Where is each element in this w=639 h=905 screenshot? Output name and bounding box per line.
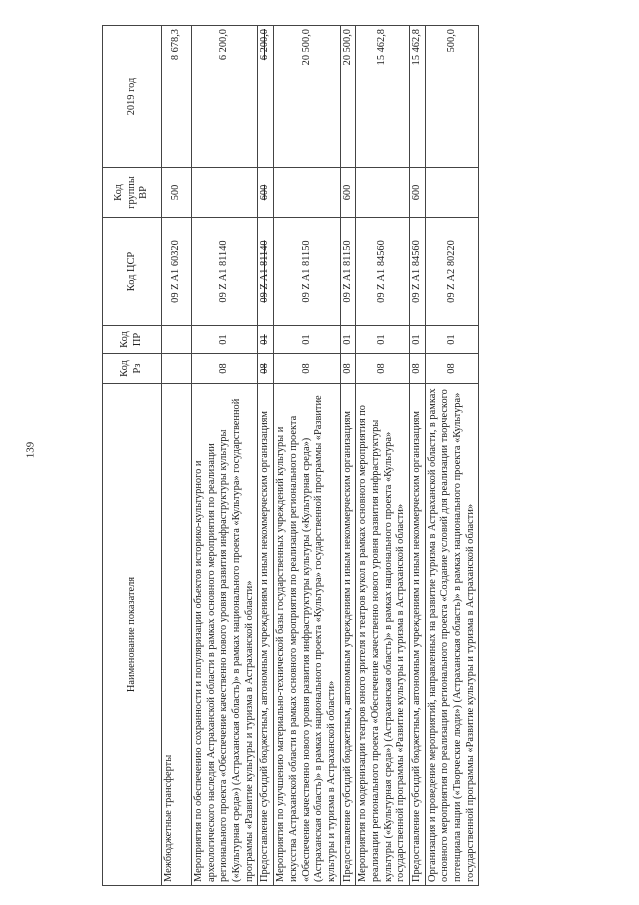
row-sum: 20 500,0 [274, 26, 340, 168]
row-rz [162, 354, 192, 384]
row-name: Межбюджетные трансферты [162, 384, 192, 886]
row-sum: 8 678,3 [162, 26, 192, 168]
row-csr: 09 Z A1 81150 [274, 218, 340, 326]
row-vr: 600 [258, 168, 274, 218]
row-rz: 08 [258, 354, 274, 384]
header-kod-pr: Код ПР [103, 326, 162, 354]
page-number: 139 [24, 441, 37, 459]
row-sum: 15 462,8 [410, 26, 426, 168]
row-csr: 09 Z A1 81140 [258, 218, 274, 326]
row-pr: 01 [356, 326, 410, 354]
row-pr: 01 [192, 326, 258, 354]
row-csr: 09 Z A2 80220 [425, 218, 479, 326]
row-rz: 08 [425, 354, 479, 384]
row-sum: 500,0 [425, 26, 479, 168]
header-kod-rz: Код Рз [103, 354, 162, 384]
row-pr [162, 326, 192, 354]
row-sum: 20 500,0 [340, 26, 356, 168]
table-row [274, 26, 340, 886]
row-rz: 08 [340, 354, 356, 384]
row-sum: 6 200,0 [192, 26, 258, 168]
row-csr: 09 Z A1 84560 [410, 218, 426, 326]
table-row [410, 26, 426, 886]
table-row [340, 26, 356, 886]
row-pr: 01 [258, 326, 274, 354]
row-vr: 600 [410, 168, 426, 218]
row-rz: 08 [192, 354, 258, 384]
row-pr: 01 [425, 326, 479, 354]
header-name: Наименование показателя [103, 384, 162, 886]
row-vr: 500 [162, 168, 192, 218]
table-row [192, 26, 258, 886]
table-row [162, 26, 192, 886]
rotated-table-container [102, 26, 577, 886]
row-sum: 15 462,8 [356, 26, 410, 168]
table-header-row [103, 26, 162, 886]
row-csr: 09 Z A1 81140 [192, 218, 258, 326]
row-csr: 09 Z A1 84560 [356, 218, 410, 326]
header-kod-vr: Код группы ВР [103, 168, 162, 218]
row-sum: 6 200,0 [258, 26, 274, 168]
header-kod-csr: Код ЦСР [103, 218, 162, 326]
row-vr: 600 [340, 168, 356, 218]
row-rz: 08 [410, 354, 426, 384]
row-name: Организация и проведение мероприятий, направленных на развитие туризма в Астраханской области, в рамках основного мероприятия по реализации регионального проекта «Создание условий для реализации творческого потенциала нации («Творческие люди») (Астраханская область)» в рамках национального проекта «Культура» государственной программы «Развитие культуры и туризма в Астраханской области» [425, 384, 479, 886]
row-pr: 01 [410, 326, 426, 354]
row-name: Мероприятия по обеспечению сохранности и популяризации объектов историко-культурного и археологического наследия Астраханской области в рамках основного мероприятия по реализации регионального проекта «Обеспечение качественно нового уровня развития инфраструктуры культуры («Культурная среда») (Астраханская область)» в рамках национального проекта «Культура» государственной программы «Развитие культуры и туризма в Астраханской области» [192, 384, 258, 886]
row-name: Предоставление субсидий бюджетным, автономным учреждениям и иным некоммерческим организациям [340, 384, 356, 886]
row-vr [425, 168, 479, 218]
row-vr [356, 168, 410, 218]
row-csr: 09 Z A1 81150 [340, 218, 356, 326]
row-name: Предоставление субсидий бюджетным, автономным учреждениям и иным некоммерческим организациям [410, 384, 426, 886]
table-row [356, 26, 410, 886]
row-name: Мероприятия по улучшению материально-технической базы государственных учреждений культуры и искусства Астраханской области в рамках основного мероприятия по реализации регионального проекта «Обеспечение качественно нового уровня развития инфраструктуры культуры («Культурная среда») (Астраханская область)» в рамках национального проекта «Культура» государственной программы «Развитие культуры и туризма в Астраханской области» [274, 384, 340, 886]
row-pr: 01 [274, 326, 340, 354]
table-row [258, 26, 274, 886]
row-rz: 08 [274, 354, 340, 384]
row-csr: 09 Z A1 60320 [162, 218, 192, 326]
table-row [425, 26, 479, 886]
row-name: Предоставление субсидий бюджетным, автономным учреждениям и иным некоммерческим организациям [258, 384, 274, 886]
row-name: Мероприятия по модернизации театров юного зрителя и театров кукол в рамках основного мероприятия по реализации регионального проекта «Обеспечение качественно нового уровня развития инфраструктуры культуры («Культурная среда») (Астраханская область)» в рамках национального проекта «Культура» государственной программы «Развитие культуры и туризма в Астраханской области» [356, 384, 410, 886]
row-rz: 08 [356, 354, 410, 384]
row-vr [274, 168, 340, 218]
row-vr [192, 168, 258, 218]
header-year: 2019 год [103, 26, 162, 168]
budget-table [102, 25, 479, 886]
row-pr: 01 [340, 326, 356, 354]
